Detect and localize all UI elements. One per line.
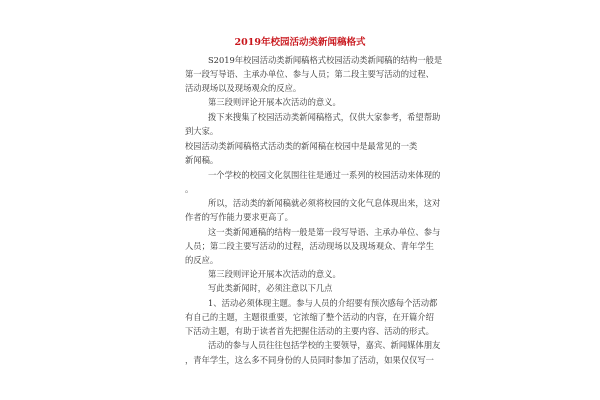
text-line: 1、活动必须体现主题。参与人员的介绍要有预次感每个活动都	[208, 298, 438, 308]
text-line: 写此类新闻时，必须注意以下几点	[208, 283, 333, 293]
text-line: 下活动主题，有助于读者首先把握住活动的主要内容、活动的形式。	[185, 326, 434, 336]
text-line: 作者的写作能力要求更高了。	[185, 212, 293, 222]
text-line: 到大家。	[185, 126, 219, 136]
text-line: 人员；第二段主要写活动的过程，活动现场以及现场观众、青年学生	[185, 241, 434, 251]
text-line: ，青年学生，这么多不同身份的人员同时参加了活动，如果仅仅写一	[185, 355, 434, 365]
document-title: 2019年校园活动类新闻稿格式	[234, 37, 366, 48]
text-line: 第三段则评论开展本次活动的意义。	[208, 97, 341, 107]
text-line: 活动的参与人员往往包括学校的主要领导，嘉宾、新闻媒体朋友	[208, 340, 441, 350]
text-line: 。	[185, 184, 194, 194]
text-line: 有自己的主题，主题很重要，它浓缩了整个活动的内容，在开篇介绍	[185, 312, 434, 322]
text-line: 新闻稿。	[185, 155, 219, 165]
text-line: 拨下来搜集了校园活动类新闻稿格式，仅供大家参考，希望帮助	[208, 112, 441, 122]
text-line: 活动现场以及现场观众的反应。	[185, 83, 302, 93]
text-line: S2019年校园活动类新闻稿格式校园活动类新闻稿的结构一般是	[208, 55, 443, 65]
text-line: 校园活动类新闻稿格式活动类的新闻稿在校园中是最常见的一类	[185, 141, 418, 151]
text-line: 所以，活动类的新闻稿就必须将校园的文化气息体现出来，这对	[208, 198, 441, 208]
text-line: 一个学校的校园文化氛围往往是通过一系列的校园活动来体现的	[208, 170, 441, 180]
text-line: 第一段写导语、主承办单位、参与人员；第二段主要写活动的过程、	[185, 69, 434, 79]
text-line: 的反应。	[185, 255, 219, 265]
text-line: 第三段则评论开展本次活动的意义。	[208, 269, 341, 279]
text-line: 这一类新闻通稿的结构一般是第一段写导语、主承办单位、参与	[208, 227, 441, 237]
